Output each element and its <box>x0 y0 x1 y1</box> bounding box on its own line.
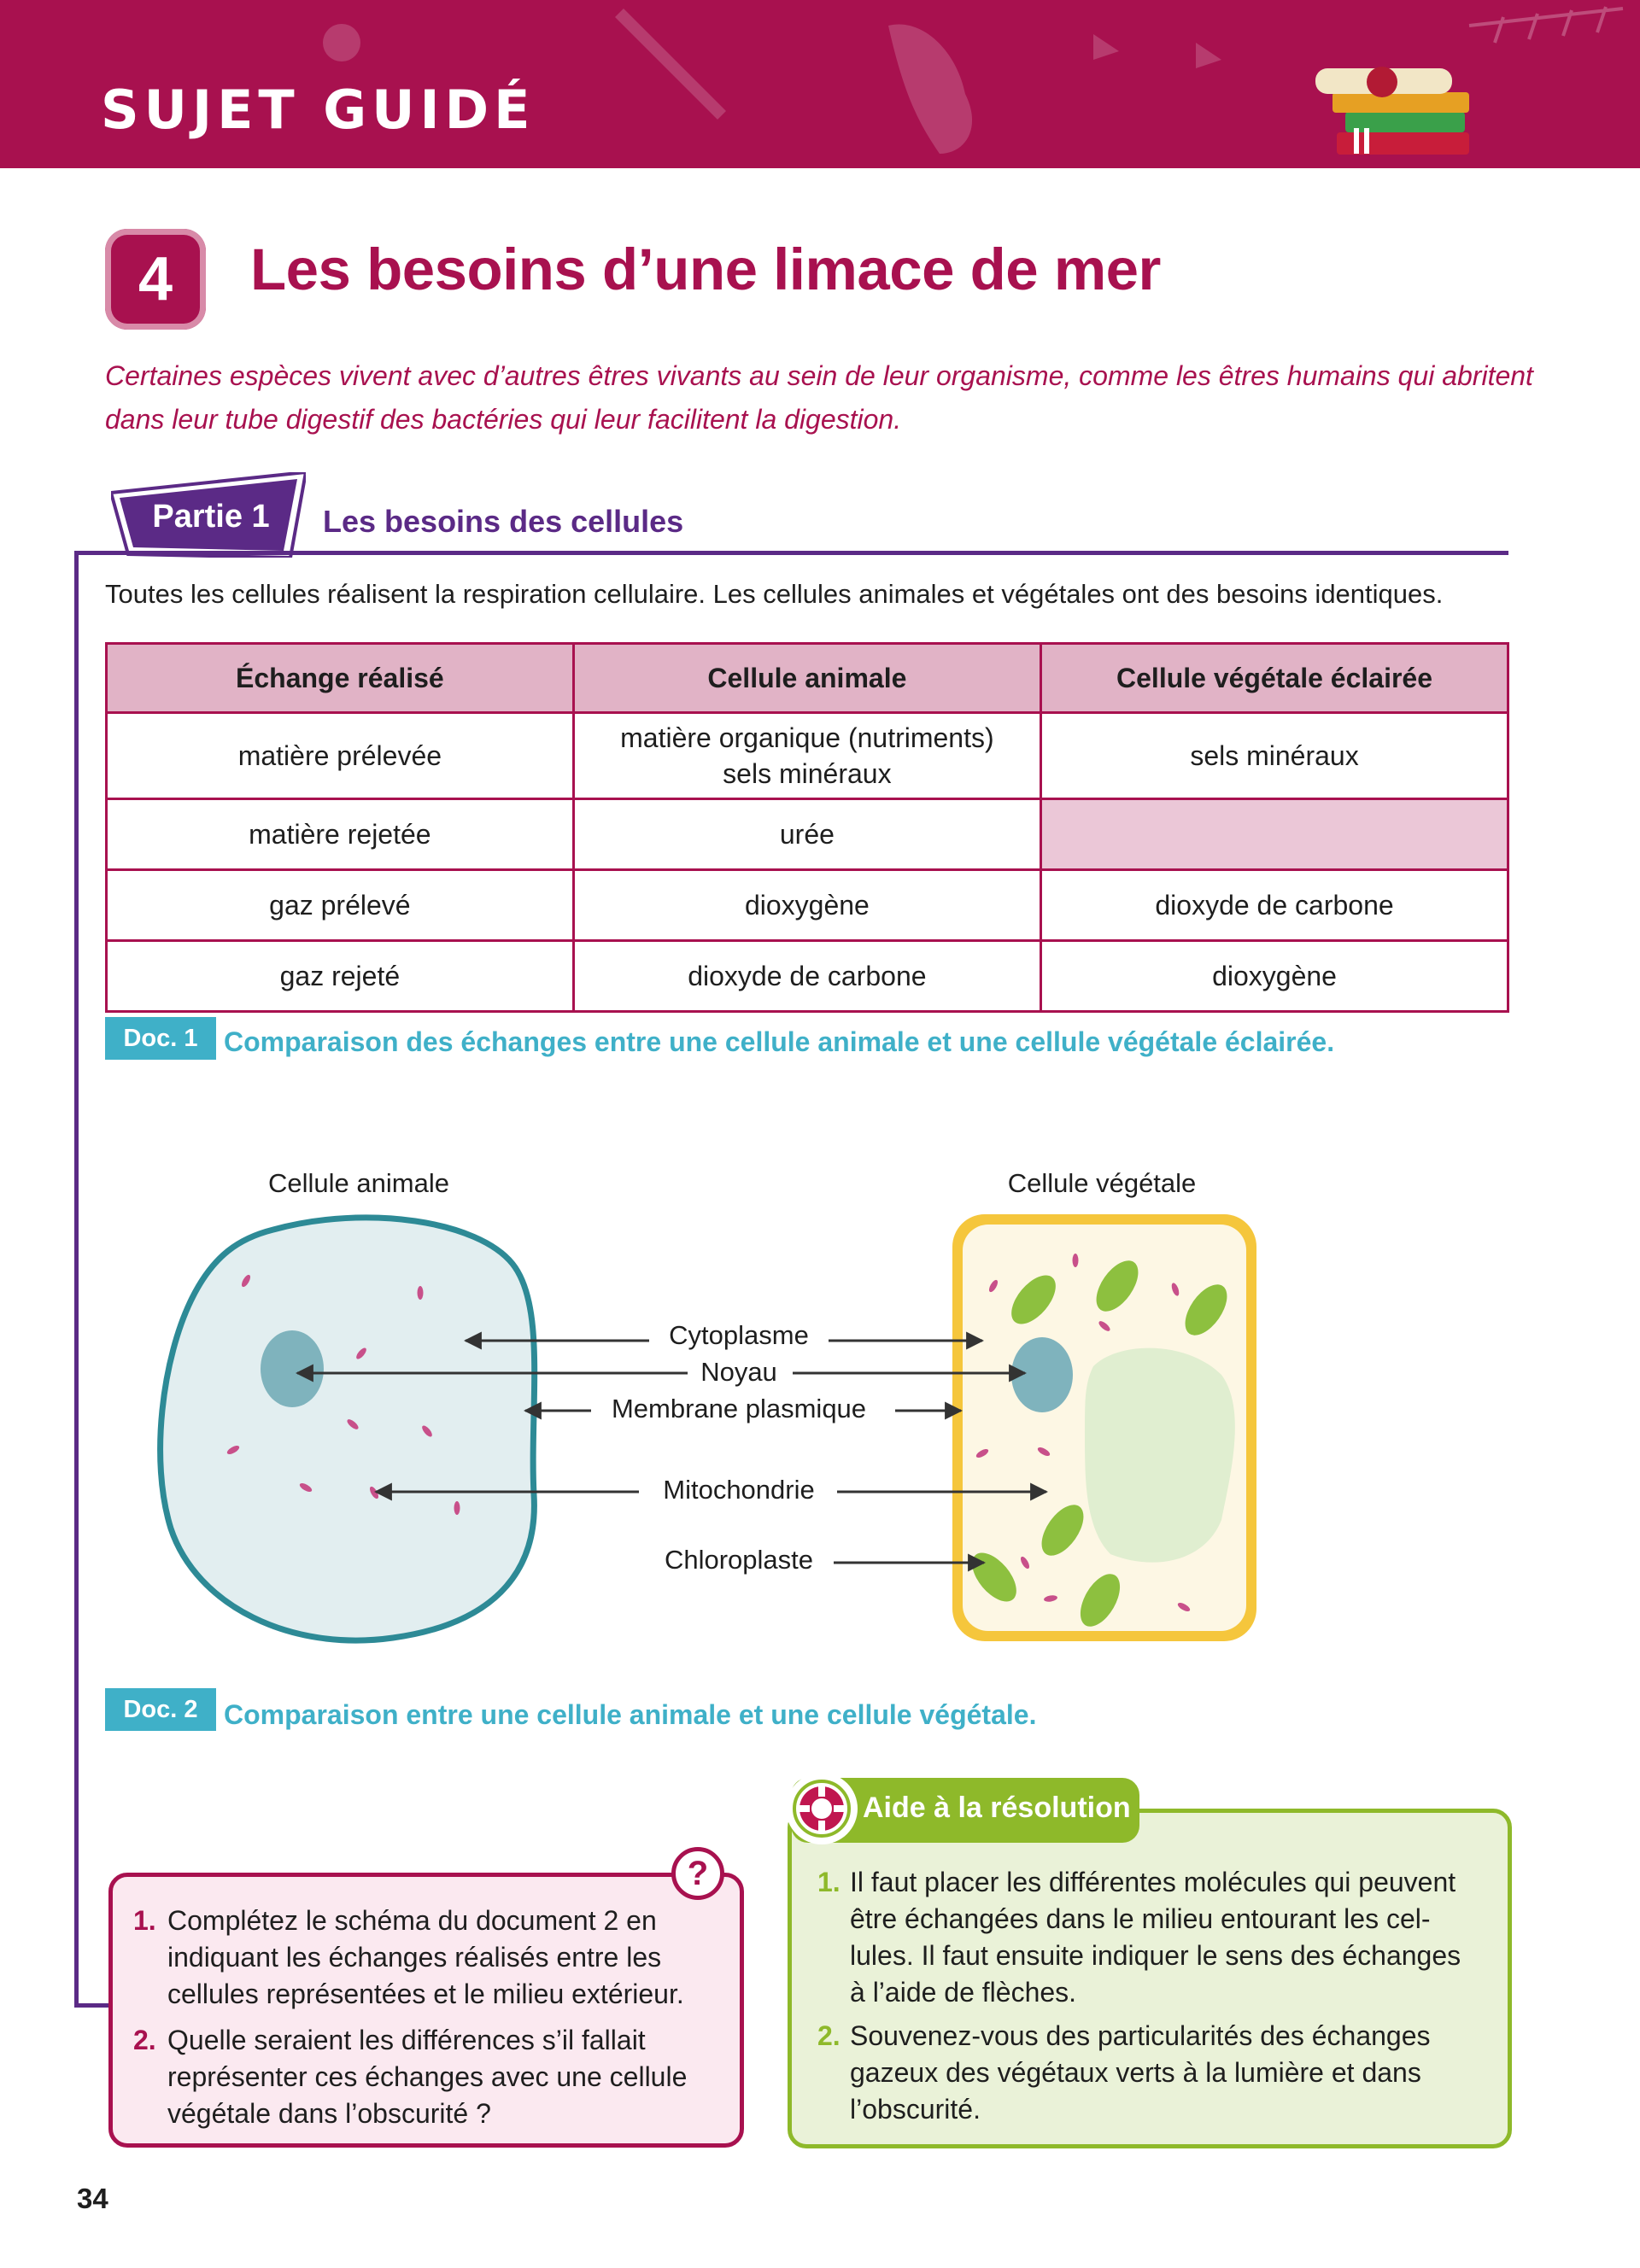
table-header: Cellule animale <box>573 644 1040 713</box>
plant-nucleus <box>1011 1337 1073 1412</box>
exercise-number: 4 <box>138 245 173 313</box>
question-1-line: cellules représentées et le milieu extérieur. <box>167 1979 684 2009</box>
question-2-number: 2. <box>133 2025 156 2055</box>
table-cell: dioxygène <box>573 870 1040 941</box>
table-cell-line: matière organique (nutriments) <box>620 722 994 753</box>
label-nucleus: Noyau <box>700 1357 777 1387</box>
partie-title: Les besoins des cellules <box>323 504 684 539</box>
help-item-2 <box>817 2018 1492 2128</box>
partie-rule-bottom <box>74 2003 110 2008</box>
partie-label: Partie 1 <box>152 499 270 535</box>
table-row <box>107 799 1508 870</box>
question-1-number: 1. <box>133 1905 156 1936</box>
help-item-1-line: Il faut placer les différentes molécules qui peuvent <box>850 1867 1456 1897</box>
table-row <box>107 713 1508 799</box>
doc1-caption: Comparaison des échanges entre une cellule animale et une cellule végétale éclairée. <box>224 1026 1335 1057</box>
exercise-intro: Certaines espèces vivent avec d’autres êtres vivants au sein de leur organisme, comme les êtres humains qui abritent dans leur tube digestif des bactéries qui leur facilitent la digestion. <box>105 360 1533 435</box>
help-item-1-line: lules. Il faut ensuite indiquer le sens des échanges <box>850 1940 1461 1971</box>
help-item-2-line: gazeux des végétaux verts à la lumière et dans <box>850 2057 1421 2088</box>
table-cell: dioxyde de carbone <box>573 941 1040 1012</box>
table-row <box>107 870 1508 941</box>
header-banner <box>0 0 1640 168</box>
label-chloroplast: Chloroplaste <box>664 1545 814 1575</box>
table-header: Cellule végétale éclairée <box>1041 644 1508 713</box>
help-item-2-line: Souvenez-vous des particularités des échanges <box>850 2020 1431 2051</box>
label-membrane: Membrane plasmique <box>611 1394 867 1423</box>
books-icon <box>1315 67 1469 155</box>
questions-box <box>108 1873 744 2148</box>
table-cell-blank <box>1041 799 1508 870</box>
table-cell: gaz prélevé <box>107 870 574 941</box>
partie-lead: Toutes les cellules réalisent la respiration cellulaire. Les cellules animales et végétales ont des besoins identiques. <box>105 579 1444 609</box>
help-item-1-number: 1. <box>817 1867 840 1897</box>
table-cell <box>573 713 1040 799</box>
partie-rule-top <box>74 551 1508 555</box>
table-cell: dioxyde de carbone <box>1041 870 1508 941</box>
question-2-line: végétale dans l’obscurité ? <box>167 2098 491 2129</box>
help-item-2-number: 2. <box>817 2020 840 2051</box>
plant-vacuole <box>1085 1348 1235 1563</box>
exchange-table <box>105 642 1509 1013</box>
animal-cell <box>161 1218 535 1640</box>
table-cell: dioxygène <box>1041 941 1508 1012</box>
cell-diagram <box>145 1204 1290 1648</box>
table-cell: matière prélevée <box>107 713 574 799</box>
help-item-1-line: être échangées dans le milieu entourant les cel- <box>850 1903 1431 1934</box>
doc2-tag: Doc. 2 <box>105 1688 216 1731</box>
table-cell: gaz rejeté <box>107 941 574 1012</box>
question-mark-icon: ? <box>671 1847 724 1900</box>
animal-nucleus <box>261 1330 324 1407</box>
label-cytoplasm: Cytoplasme <box>669 1320 809 1350</box>
vegetal-cell-title: Cellule végétale <box>1007 1168 1197 1198</box>
banner-title: SUJET GUIDÉ <box>101 79 536 141</box>
question-1-line: indiquant les échanges réalisés entre les <box>167 1942 662 1973</box>
doc1-tag: Doc. 1 <box>105 1017 216 1060</box>
animal-cell-title: Cellule animale <box>268 1168 449 1198</box>
table-header: Échange réalisé <box>107 644 574 713</box>
exercise-title: Les besoins d’une limace de mer <box>250 237 1161 302</box>
partie-rule-left <box>74 551 79 2008</box>
question-1 <box>133 1903 714 2013</box>
table-cell: matière rejetée <box>107 799 574 870</box>
help-item-1-line: à l’aide de flèches. <box>850 1977 1077 2008</box>
lifebuoy-icon <box>786 1773 858 1844</box>
page-number: 34 <box>77 2183 108 2214</box>
question-2-line: représenter ces échanges avec une cellule <box>167 2061 688 2092</box>
table-cell-line: sels minéraux <box>723 758 892 789</box>
table-header-row <box>107 644 1508 713</box>
table-cell: urée <box>573 799 1040 870</box>
help-box <box>788 1809 1512 2148</box>
table-row <box>107 941 1508 1012</box>
doc2-caption: Comparaison entre une cellule animale et une cellule végétale. <box>224 1699 1037 1730</box>
label-mitochondria: Mitochondrie <box>663 1475 815 1505</box>
help-item-1 <box>817 1864 1492 2011</box>
table-cell: sels minéraux <box>1041 713 1508 799</box>
question-1-line: Complétez le schéma du document 2 en <box>167 1905 657 1936</box>
help-title: Aide à la résolution <box>863 1792 1131 1824</box>
help-item-2-line: l’obscurité. <box>850 2094 981 2125</box>
question-2 <box>133 2022 714 2132</box>
question-2-line: Quelle seraient les différences s’il fallait <box>167 2025 646 2055</box>
